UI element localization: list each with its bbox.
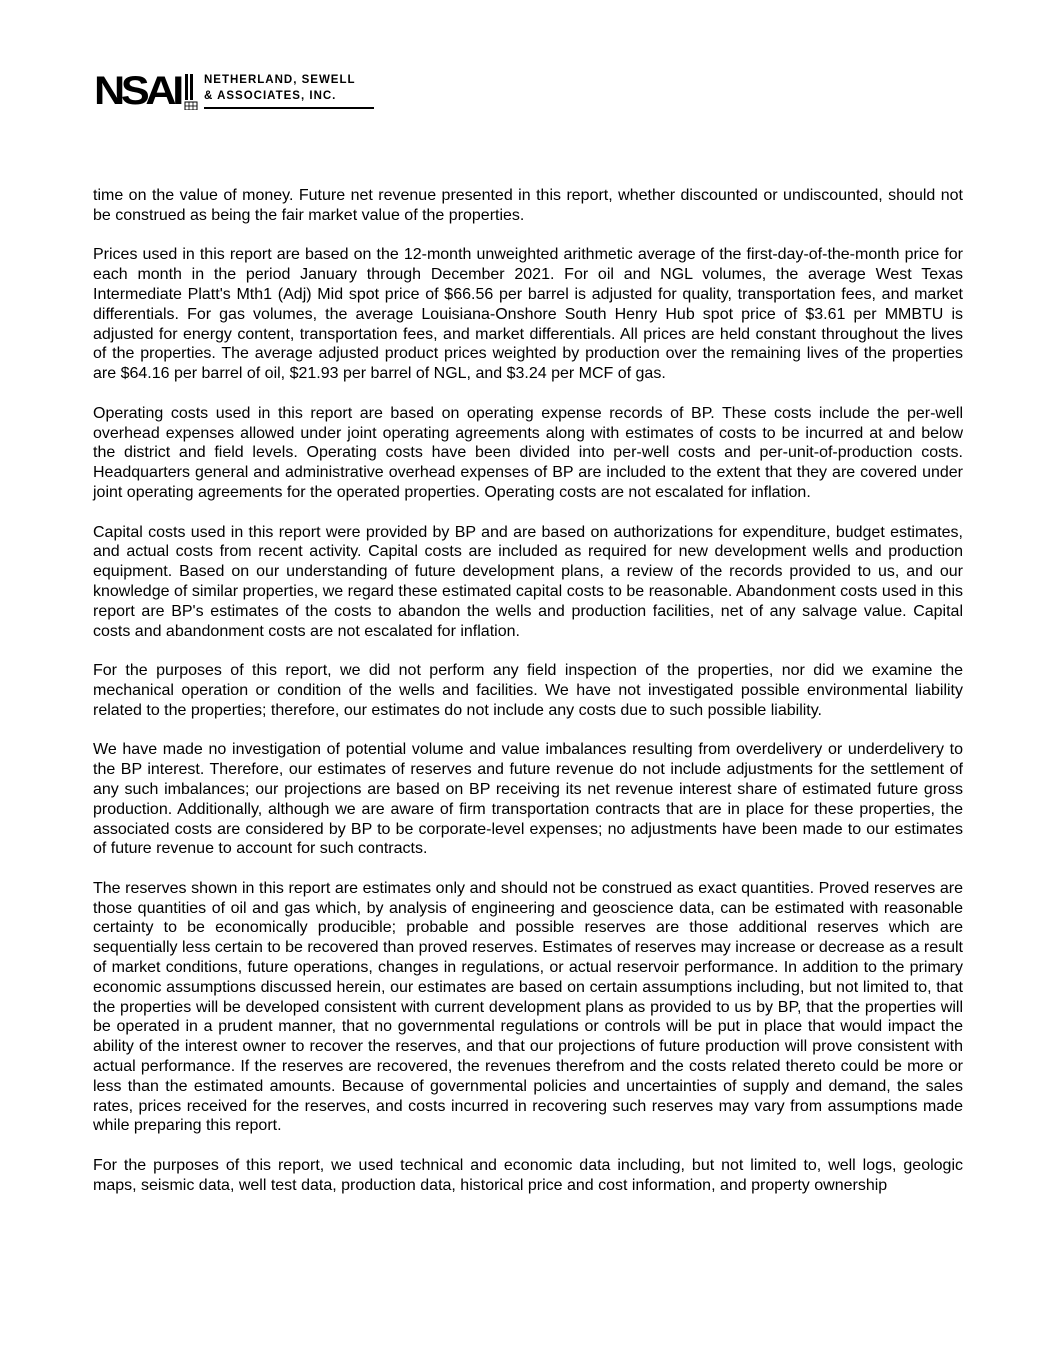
paragraph-operating-costs: Operating costs used in this report are based on operating expense records of BP. These costs include the per-well overhead expenses allowed under joint operating agreements along with estimates of costs to be incurred at and below the district and field levels. Operating costs have been divided into per-well costs and per-unit-of-production costs. Headquarters general and administrative overhead expenses of BP are included to the extent that they are covered under joint operating agreements for the operated properties. Operating costs are not escalated for inflation. (93, 404, 963, 501)
paragraph-field-inspection: For the purposes of this report, we did not perform any field inspection of the properties, nor did we examine the mechanical operation or condition of the wells and facilities. We have not investigated possible environmental liability related to the properties; therefore, our estimates do not include any costs due to such possible liability. (93, 662, 963, 719)
company-name-line1: NETHERLAND, SEWELL (204, 74, 356, 86)
logo-mark: NSAI (94, 69, 180, 113)
paragraph-reserves-estimates: The reserves shown in this report are estimates only and should not be construed as exact quantities. Proved reserves are those quantities of oil and gas which, by analysis of engineering and geoscience data, can be estimated with reasonable certainty to be economically producible; probable and possible reserves are those additional reserves which are sequentially less certain to be recovered than proved reserves. Estimates of reserves may increase or decrease as a result of market conditions, future operations, changes in regulations, or actual reservoir performance. In addition to the primary economic assumptions discussed herein, our estimates are based on certain assumptions including, but not limited to, that the properties will be developed consistent with current development plans as provided to us by BP, that the properties will be operated in a prudent manner, that no governmental regulations or controls will be put in place that would impact the ability of the interest owner to recover the reserves, and that our projections of future production will prove consistent with actual performance. If the reserves are recovered, the revenues therefrom and the costs related thereto could be more or less than the estimated amounts. Because of governmental policies and uncertainties of supply and demand, the sales rates, prices received for the reserves, and costs incurred in recovering such reserves may vary from assumptions made while preparing this report. (93, 879, 963, 1135)
paragraph-imbalances: We have made no investigation of potential volume and value imbalances resulting from overdelivery or underdelivery to the BP interest. Therefore, our estimates of reserves and future revenue do not include adjustments for the settlement of any such imbalances; our projections are based on BP receiving its net revenue interest share of estimated future gross production. Additionally, although we are aware of firm transportation contracts that are in place for these properties, the associated costs are considered by BP to be corporate-level expenses; no adjustments have been made to our estimates of future revenue to account for such contracts. (93, 741, 963, 858)
logo-grid-icon (184, 74, 198, 110)
paragraph-capital-costs: Capital costs used in this report were provided by BP and are based on authorizations for expenditure, budget estimates, and actual costs from recent activity. Capital costs are included as required for new development wells and production equipment. Based on our understanding of future development plans, a review of the records provided to us, and our knowledge of similar properties, we regard these estimated capital costs to be reasonable. Abandonment costs used in this report are BP's estimates of the costs to abandon the wells and production facilities, net of any salvage value. Capital costs and abandonment costs are not escalated for inflation. (93, 523, 963, 640)
logo-underline (204, 107, 374, 109)
company-logo (94, 70, 384, 112)
paragraph-technical-data: For the purposes of this report, we used technical and economic data including, but not limited to, well logs, geologic maps, seismic data, well test data, production data, historical price and cost information, and property ownership (93, 1157, 963, 1194)
company-name-line2: & ASSOCIATES, INC. (204, 90, 337, 102)
report-body (93, 186, 963, 1196)
company-name (204, 72, 356, 104)
paragraph-prices: Prices used in this report are based on the 12-month unweighted arithmetic average of the first-day-of-the-month price for each month in the period January through December 2021. For oil and NGL volumes, the average West Texas Intermediate Platt's Mth1 (Adj) Mid spot price of $66.56 per barrel is adjusted for quality, transportation fees, and market differentials. For gas volumes, the average Louisiana-Onshore South Henry Hub spot price of $3.61 per MMBTU is adjusted for energy content, transportation fees, and market differentials. All prices are held constant throughout the lives of the properties. The average adjusted product prices weighted by production over the remaining lives of the properties are $64.16 per barrel of oil, $21.93 per barrel of NGL, and $3.24 per MCF of gas. (93, 246, 963, 383)
paragraph-time-value: time on the value of money. Future net revenue presented in this report, whether discounted or undiscounted, should not be construed as being the fair market value of the properties. (93, 187, 963, 224)
